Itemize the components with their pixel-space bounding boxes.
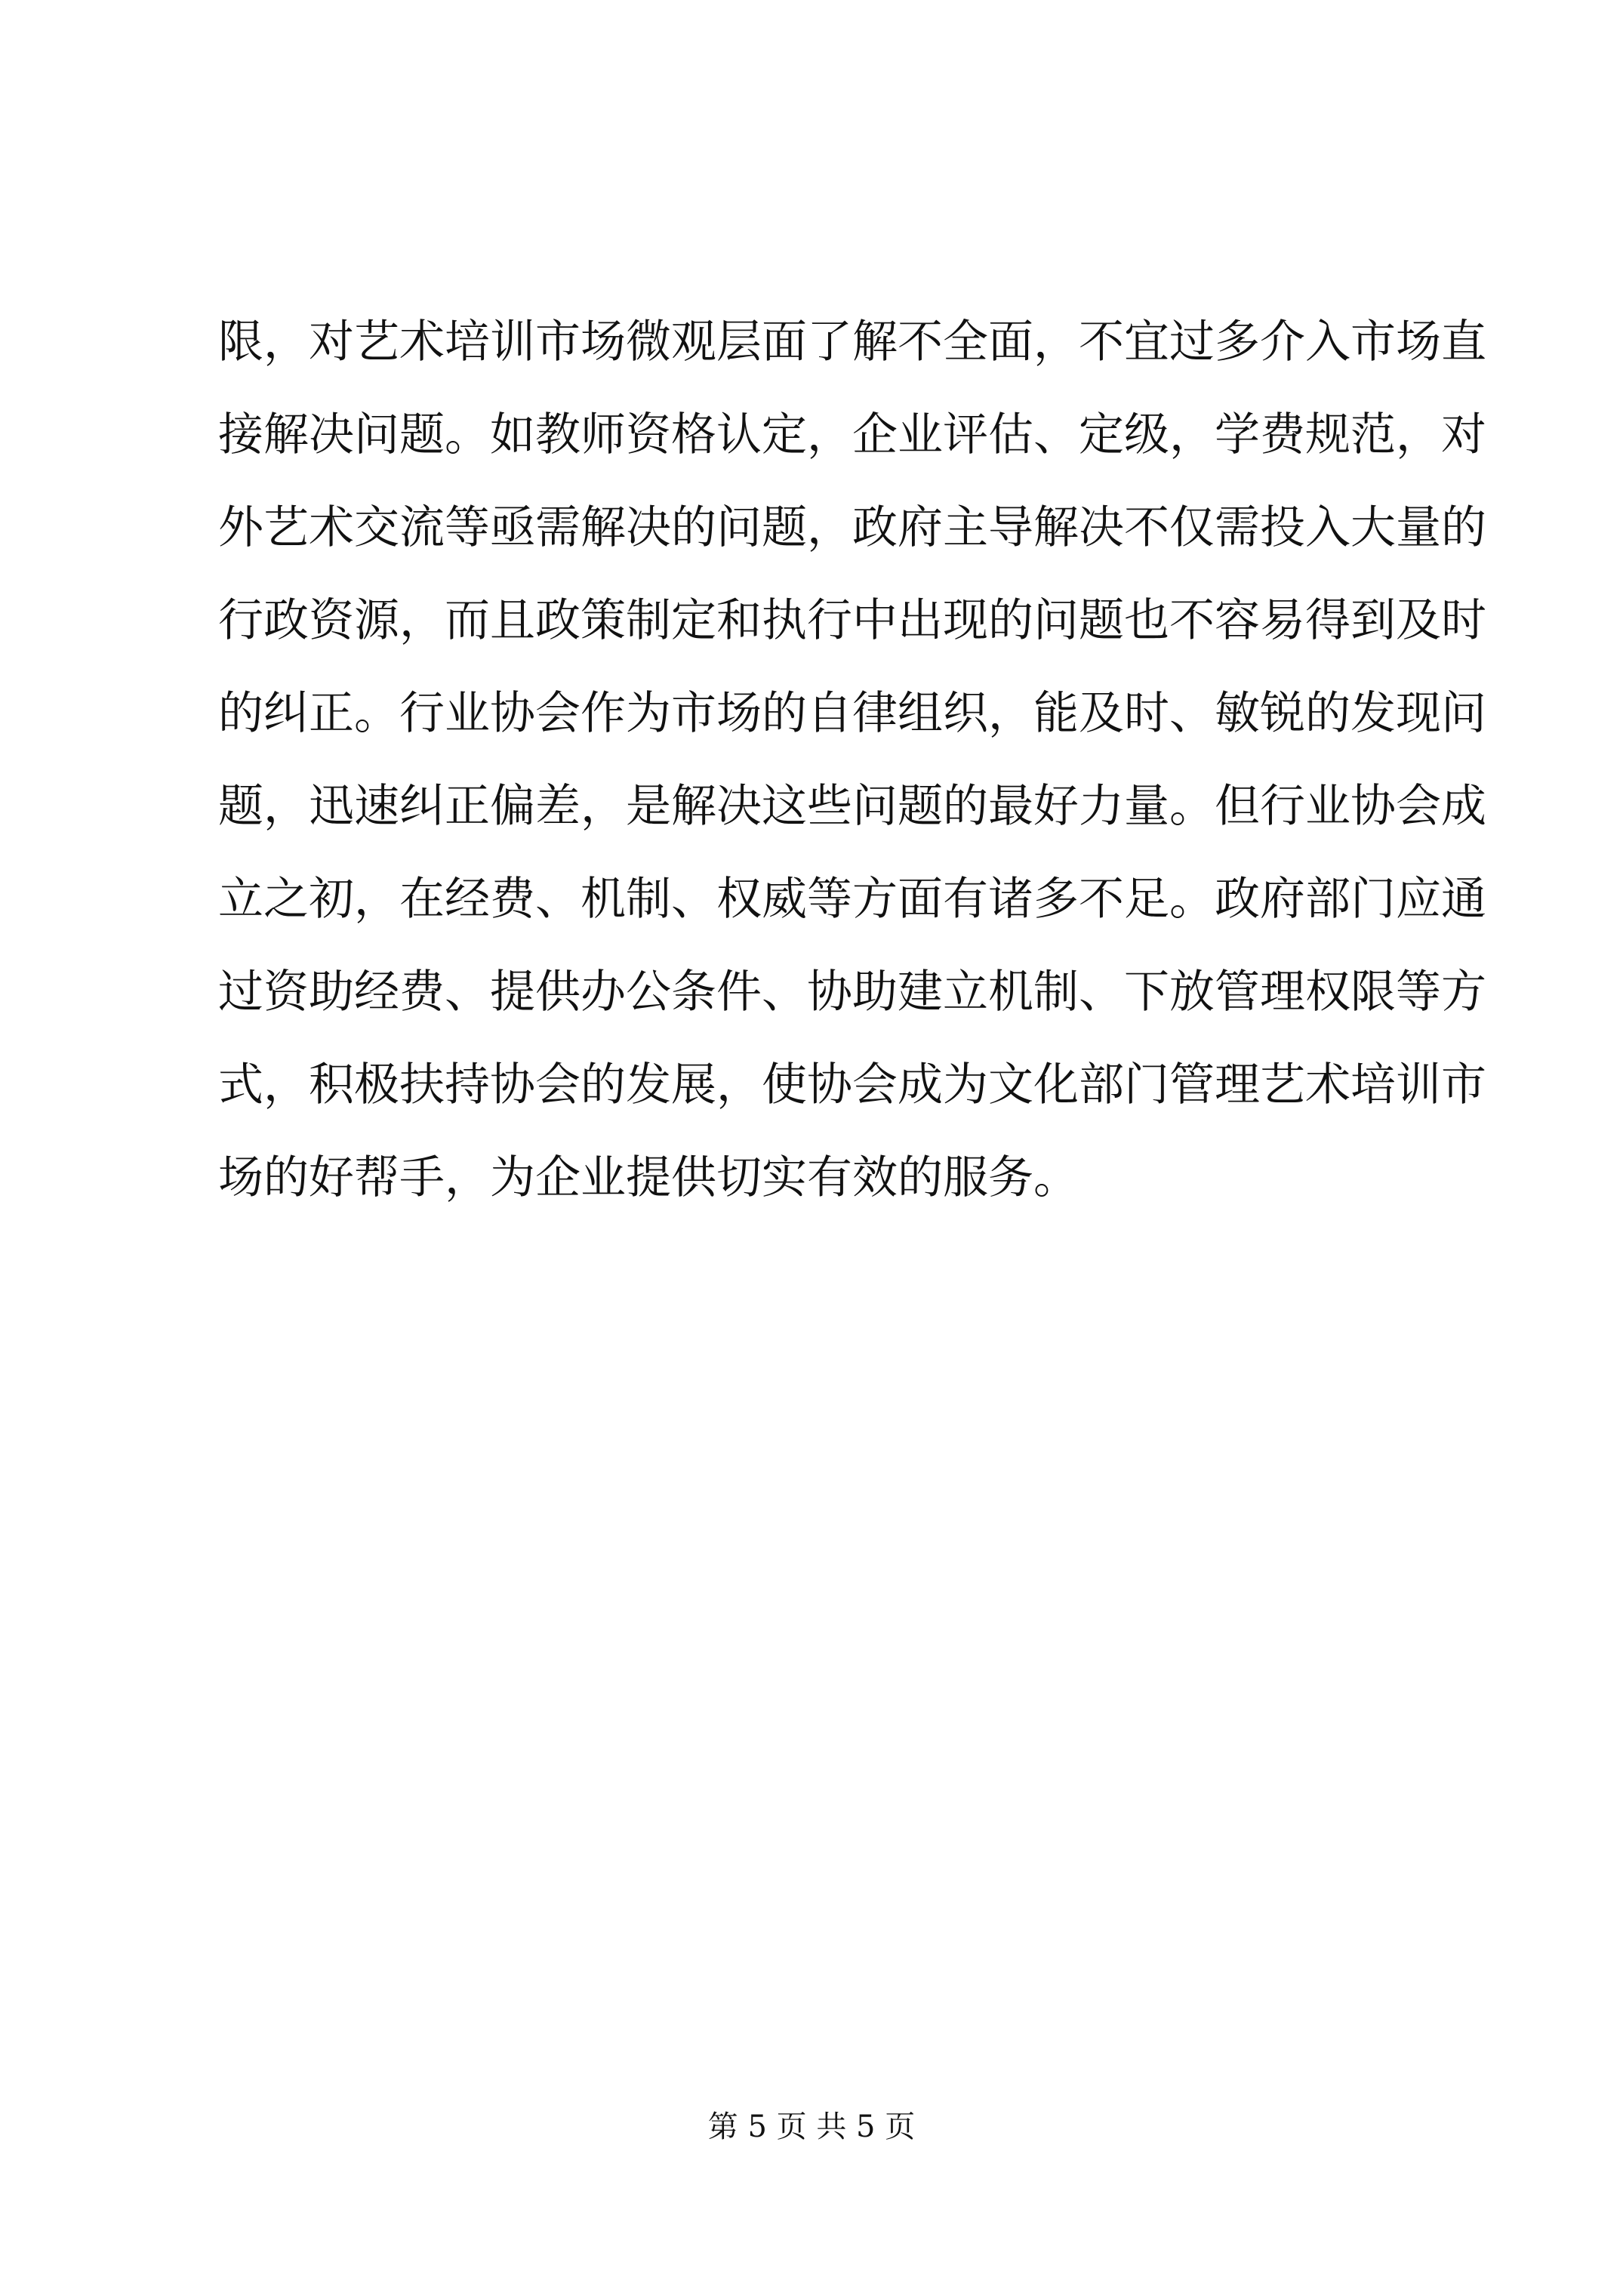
paragraph-line: 题，迅速纠正偏差，是解决这些问题的最好力量。但行业协会成 <box>218 780 1486 833</box>
paragraph-line: 外艺术交流等亟需解决的问题，政府主导解决不仅需投入大量的 <box>218 501 1486 554</box>
page-footer <box>0 2103 1623 2146</box>
page-number-label: 第 5 页 共 5 页 <box>707 2110 916 2144</box>
body-paragraph <box>218 296 1486 1225</box>
paragraph-line: 立之初，在经费、机制、权威等方面有诸多不足。政府部门应通 <box>218 873 1486 926</box>
paragraph-line: 行政资源，而且政策制定和执行中出现的问题也不容易得到及时 <box>218 594 1486 647</box>
paragraph-line: 场的好帮手，为企业提供切实有效的服务。 <box>218 1151 1079 1204</box>
paragraph-line: 的纠正。行业协会作为市场的自律组织，能及时、敏锐的发现问 <box>218 687 1486 740</box>
paragraph-line: 限，对艺术培训市场微观层面了解不全面，不宜过多介入市场直 <box>218 316 1486 368</box>
paragraph-line: 接解决问题。如教师资格认定，企业评估、定级，学费规范，对 <box>218 408 1486 461</box>
paragraph-line: 式，积极扶持协会的发展，使协会成为文化部门管理艺术培训市 <box>218 1059 1486 1111</box>
paragraph-line: 过资助经费、提供办公条件、协助建立机制、下放管理权限等方 <box>218 966 1486 1019</box>
